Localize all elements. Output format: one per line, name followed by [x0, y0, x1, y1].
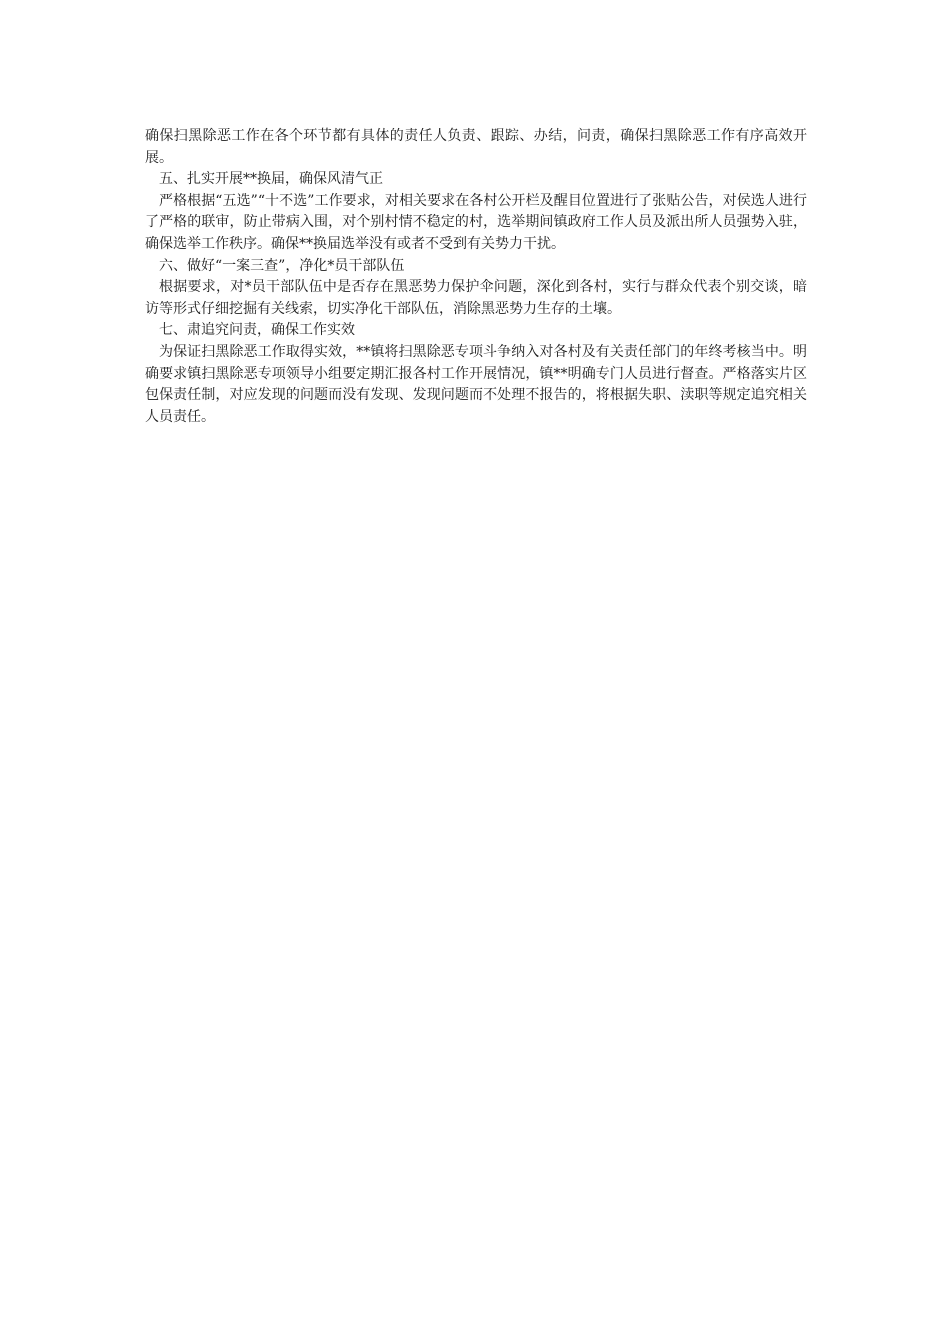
paragraph-cadre-cleanup: 根据要求，对*员干部队伍中是否存在黑恶势力保护伞问题，深化到各村，实行与群众代表个别交谈，暗访等形式仔细挖掘有关线索，切实净化干部队伍，消除黑恶势力生存的土壤。 [145, 279, 807, 317]
section-heading-5: 五、扎实开展**换届，确保风清气正 [159, 171, 383, 188]
paragraph-accountability: 为保证扫黑除恶工作取得实效，**镇将扫黑除恶专项斗争纳入对各村及有关责任部门的年终考核当中。明确要求镇扫黑除恶专项领导小组要定期汇报各村工作开展情况，镇**明确专门人员进行督查。严格落实片区包保责任制，对应发现的问题而没有发现、发现问题而不处理不报告的，将根据失职、渎职等规定追究相关人员责任。 [145, 343, 807, 425]
section-heading-7: 七、肃追究问责，确保工作实效 [159, 322, 355, 339]
paragraph-continuation: 确保扫黑除恶工作在各个环节都有具体的责任人负责、跟踪、办结，问责，确保扫黑除恶工作有序高效开展。 [145, 128, 807, 166]
section-heading-6: 六、做好“一案三查”，净化*员干部队伍 [159, 257, 405, 274]
document-body [145, 126, 807, 428]
paragraph-election: 严格根据“五选”“十不选”工作要求，对相关要求在各村公开栏及醒目位置进行了张贴公告，对侯选人进行了严格的联审，防止带病入围，对个别村情不稳定的村，选举期间镇政府工作人员及派出所人员强势入驻，确保选举工作秩序。确保**换届选举没有或者不受到有关势力干扰。 [145, 192, 807, 252]
